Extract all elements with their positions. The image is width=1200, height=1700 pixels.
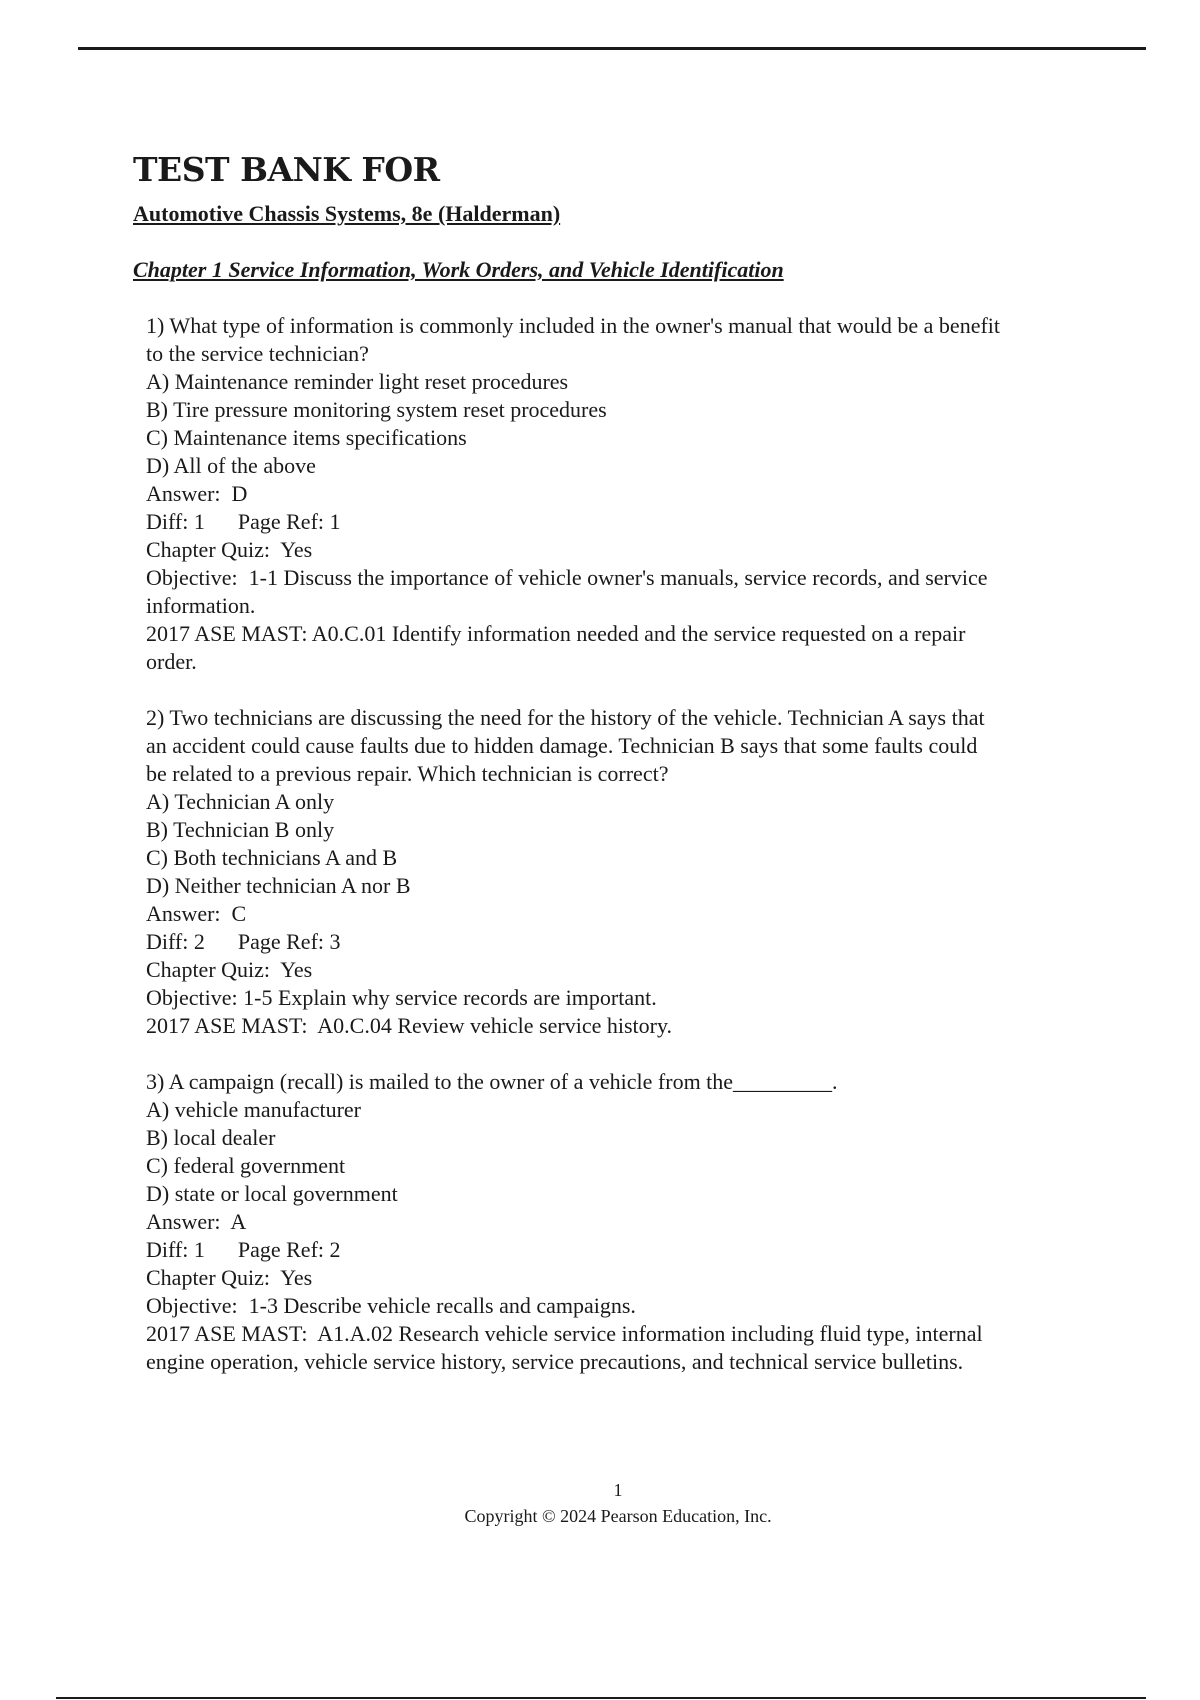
question-line: an accident could cause faults due to hidden damage. Technician B says that some faults could [146, 733, 978, 758]
question-line: Objective: 1-5 Explain why service records are important. [146, 985, 657, 1010]
question-line: 2017 ASE MAST: A1.A.02 Research vehicle service information including fluid type, internal [146, 1321, 983, 1346]
copyright-notice: Copyright © 2024 Pearson Education, Inc. [464, 1506, 772, 1526]
document-title: TEST BANK FOR [133, 150, 440, 189]
question-line: B) Technician B only [146, 817, 335, 842]
question-line: Answer: D [146, 481, 248, 506]
question-line: Chapter Quiz: Yes [146, 957, 313, 982]
question-line: Answer: A [146, 1209, 247, 1234]
question-block [146, 704, 1096, 1040]
question-line: Answer: C [146, 901, 247, 926]
question-line: information. [146, 593, 256, 618]
bottom-rule [56, 1697, 1146, 1699]
question-line: Objective: 1-1 Discuss the importance of vehicle owner's manuals, service records, and service [146, 565, 988, 590]
top-rule [78, 47, 1146, 50]
question-line: 2017 ASE MAST: A0.C.04 Review vehicle service history. [146, 1013, 673, 1038]
question-line: C) Maintenance items specifications [146, 425, 467, 450]
question-line: Diff: 2 Page Ref: 3 [146, 929, 341, 954]
question-block [146, 312, 1096, 676]
question-line: C) Both technicians A and B [146, 845, 398, 870]
chapter-heading: Chapter 1 Service Information, Work Orders, and Vehicle Identification [133, 257, 784, 282]
question-line: Chapter Quiz: Yes [146, 1265, 313, 1290]
question-line: Diff: 1 Page Ref: 2 [146, 1237, 341, 1262]
question-line: D) Neither technician A nor B [146, 873, 411, 898]
question-line: be related to a previous repair. Which technician is correct? [146, 761, 669, 786]
page-number: 1 [613, 1480, 623, 1500]
question-line: 3) A campaign (recall) is mailed to the owner of a vehicle from the_________. [146, 1069, 838, 1094]
question-list [146, 312, 1096, 1404]
question-line: Diff: 1 Page Ref: 1 [146, 509, 341, 534]
question-line: 2017 ASE MAST: A0.C.01 Identify information needed and the service requested on a repair [146, 621, 966, 646]
question-line: 2) Two technicians are discussing the need for the history of the vehicle. Technician A says that [146, 705, 985, 730]
question-line: Objective: 1-3 Describe vehicle recalls and campaigns. [146, 1293, 636, 1318]
question-line: A) vehicle manufacturer [146, 1097, 361, 1122]
question-line: B) local dealer [146, 1125, 276, 1150]
question-line: A) Maintenance reminder light reset procedures [146, 369, 569, 394]
question-line: Chapter Quiz: Yes [146, 537, 313, 562]
question-line: B) Tire pressure monitoring system reset procedures [146, 397, 607, 422]
question-line: order. [146, 649, 197, 674]
question-line: D) state or local government [146, 1181, 398, 1206]
question-block [146, 1068, 1096, 1376]
question-line: C) federal government [146, 1153, 346, 1178]
question-line: 1) What type of information is commonly included in the owner's manual that would be a benefit [146, 313, 1001, 338]
question-line: engine operation, vehicle service history, service precautions, and technical service bulletins. [146, 1349, 964, 1374]
book-title: Automotive Chassis Systems, 8e (Halderman) [133, 201, 561, 226]
question-line: D) All of the above [146, 453, 316, 478]
question-line: A) Technician A only [146, 789, 335, 814]
question-line: to the service technician? [146, 341, 369, 366]
